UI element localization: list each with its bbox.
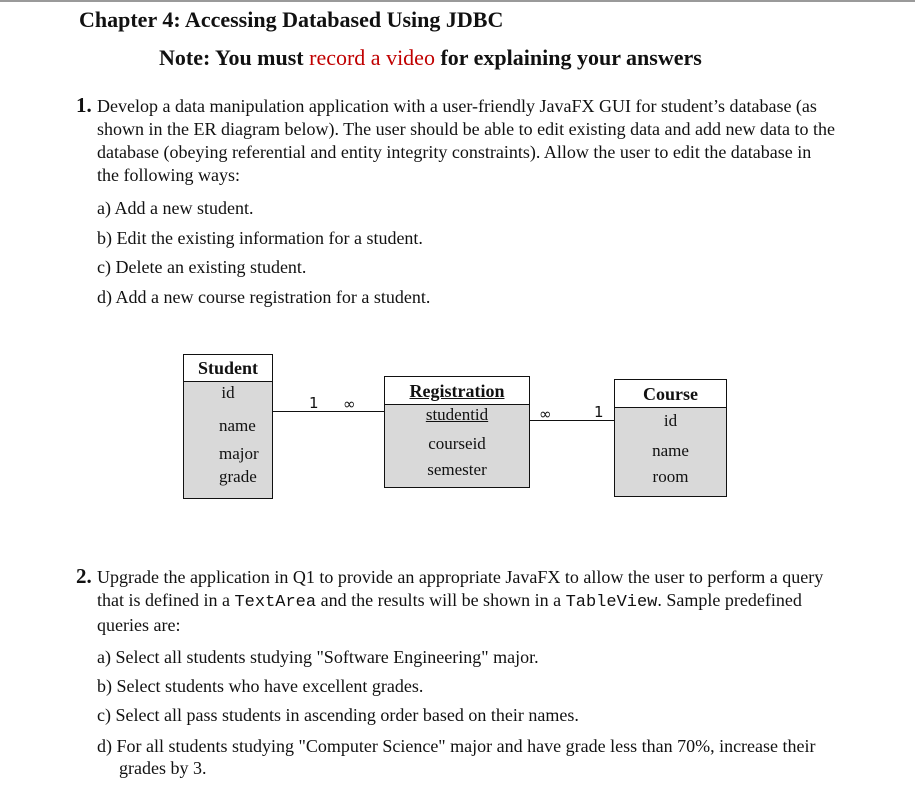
course-attr-room: room — [652, 467, 689, 486]
note-highlight: record a video — [309, 45, 435, 70]
q1-item-d: d) Add a new course registration for a student. — [97, 287, 431, 307]
question-2-text-1: Upgrade the application in Q1 to provide an appropriate JavaFX to allow the user to perform a query that is defined in a — [97, 567, 824, 610]
q2-item-d: d) For all students studying "Computer Science" major and have grade less than 70%, increase their grades by 3. — [97, 736, 816, 778]
student-attr-name: name — [219, 416, 256, 435]
entity-student — [183, 354, 273, 499]
note-line — [159, 45, 702, 71]
code-textarea: TextArea — [234, 593, 317, 612]
relationship-line-student-registration — [272, 411, 384, 412]
entity-student-name: Student — [184, 355, 272, 382]
student-attr-major: major — [219, 444, 259, 463]
question-2-text-3: . Sample predefined queries are: — [97, 590, 802, 635]
student-attr-grade: grade — [219, 467, 257, 486]
q2-item-a: a) Select all students studying "Software Engineering" major. — [97, 647, 539, 667]
note-suffix: for explaining your answers — [434, 45, 702, 70]
entity-registration-name: Registration — [385, 377, 529, 405]
q2-item-c: c) Select all pass students in ascending order based on their names. — [97, 705, 579, 725]
code-tableview: TableView — [565, 593, 658, 612]
q1-item-c: c) Delete an existing student. — [97, 257, 307, 277]
course-attr-id: id — [663, 411, 678, 430]
question-2-text-2: and the results will be shown in a — [316, 590, 566, 610]
student-attr-id: id — [221, 383, 235, 402]
q2-item-b: b) Select students who have excellent grades. — [97, 676, 424, 696]
chapter-title: Chapter 4: Accessing Databased Using JDBC — [79, 7, 504, 32]
question-2 — [76, 564, 837, 637]
question-1 — [76, 93, 837, 187]
registration-attr-semester: semester — [427, 460, 487, 479]
course-attr-name: name — [652, 441, 689, 460]
question-1-text: Develop a data manipulation application with a user-friendly JavaFX GUI for student’s database (as shown in the ER diagram below). The user should be able to edit existing data and add new data to the database (obeying referential and entity integrity constraints). Allow the user to edit the database in the following ways: — [97, 96, 835, 185]
q1-item-b: b) Edit the existing information for a student. — [97, 228, 423, 248]
cardinality-registration-many-2: ∞ — [539, 405, 552, 423]
note-prefix: Note: You must — [159, 45, 310, 70]
cardinality-student-one: 1 — [309, 394, 319, 412]
entity-registration — [384, 376, 530, 488]
registration-attr-courseid: courseid — [428, 434, 486, 453]
top-rule — [0, 0, 915, 2]
entity-course — [614, 379, 727, 497]
cardinality-registration-many: ∞ — [343, 395, 356, 413]
question-1-number: 1. — [76, 93, 92, 117]
entity-course-name: Course — [615, 380, 726, 408]
cardinality-course-one: 1 — [594, 403, 604, 421]
registration-attr-studentid: studentid — [425, 405, 489, 424]
question-2-number: 2. — [76, 564, 92, 588]
q1-item-a: a) Add a new student. — [97, 198, 254, 218]
